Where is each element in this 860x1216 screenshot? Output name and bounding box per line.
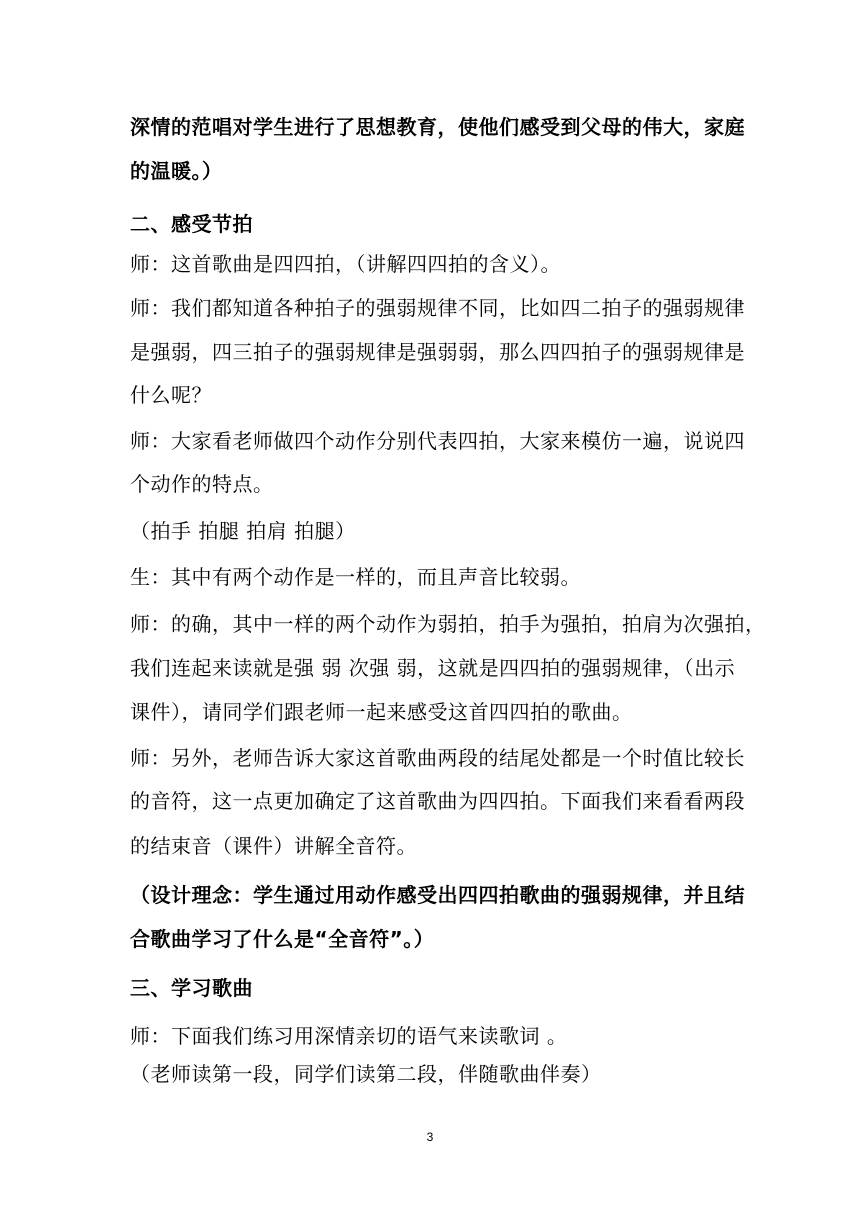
paragraph-line: 师：大家看老师做四个动作分别代表四拍，大家来模仿一遍，说说四 [130, 429, 745, 453]
paragraph-line: 师：的确，其中一样的两个动作为弱拍，拍手为强拍，拍肩为次强拍， [130, 612, 766, 636]
paragraph-line: 深情的范唱对学生进行了思想教育，使他们感受到父母的伟大，家庭 [130, 115, 745, 139]
paragraph-line: 师：这首歌曲是四四拍，（讲解四四拍的含义）。 [130, 252, 561, 276]
paragraph-line: 的结束音（课件）讲解全音符。 [130, 834, 417, 858]
paragraph-line: 师：另外，老师告诉大家这首歌曲两段的结尾处都是一个时值比较长 [130, 746, 745, 770]
paragraph-line: 师：下面我们练习用深情亲切的语气来读歌词 。 [130, 1024, 568, 1048]
paragraph-line: 的音符，这一点更加确定了这首歌曲为四四拍。下面我们来看看两段 [130, 789, 745, 813]
paragraph-line: 生：其中有两个动作是一样的，而且声音比较弱。 [130, 565, 581, 589]
section-heading: 三、学习歌曲 [130, 976, 253, 1000]
design-note-line: 合歌曲学习了什么是“全音符”。） [130, 927, 435, 951]
paragraph-line: 课件），请同学们跟老师一起来感受这首四四拍的歌曲。 [130, 700, 633, 724]
paragraph-line: （拍手 拍腿 拍肩 拍腿） [130, 519, 356, 543]
paragraph-line: 我们连起来读就是强 弱 次强 弱，这就是四四拍的强弱规律，（出示 [130, 656, 736, 680]
paragraph-line: （老师读第一段，同学们读第二段，伴随歌曲伴奏） [130, 1062, 602, 1086]
paragraph-line: 的温暖。） [130, 159, 223, 183]
paragraph-line: 什么呢？ [130, 383, 212, 407]
design-note-line: （设计理念：学生通过用动作感受出四四拍歌曲的强弱规律，并且结 [130, 883, 745, 907]
paragraph-line: 个动作的特点。 [130, 472, 274, 496]
section-heading: 二、感受节拍 [130, 212, 253, 236]
paragraph-line: 是强弱，四三拍子的强弱规律是强弱弱，那么四四拍子的强弱规律是 [130, 340, 745, 364]
paragraph-line: 师：我们都知道各种拍子的强弱规律不同，比如四二拍子的强弱规律 [130, 296, 745, 320]
page-number: 3 [426, 1130, 434, 1144]
